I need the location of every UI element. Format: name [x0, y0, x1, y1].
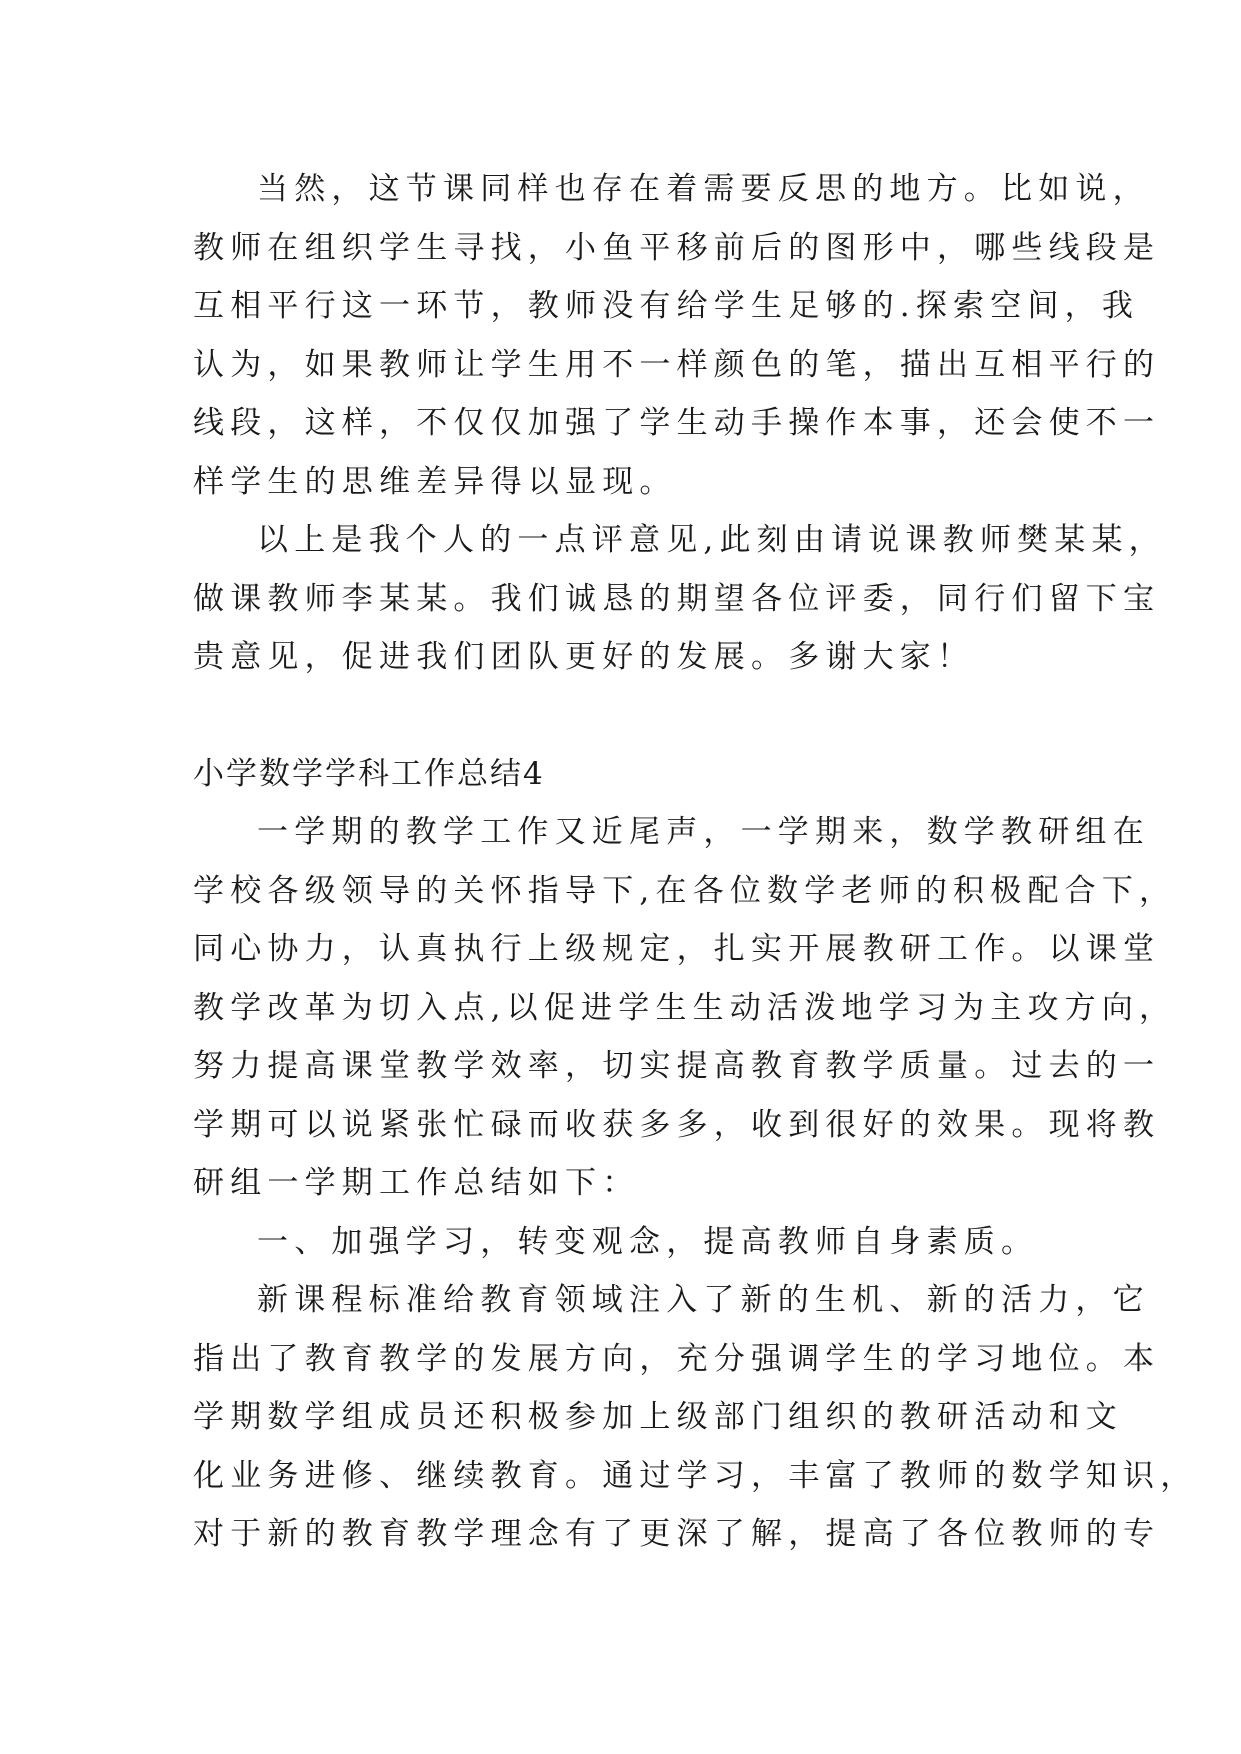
section-gap — [193, 687, 1073, 745]
subheading: 一、加强学习，转变观念，提高教师自身素质。 — [257, 1223, 1039, 1260]
paragraph-line: 学校各级领导的关怀指导下,在各位数学老师的积极配合下， — [193, 872, 1177, 909]
paragraph-reflection — [193, 160, 1161, 511]
paragraph-line: 线段，这样，不仅仅加强了学生动手操作本事，还会使不一 — [193, 405, 1161, 441]
paragraph-line: 一学期的教学工作又近尾声，一学期来，数学教研组在 — [257, 814, 1150, 850]
paragraph-line: 样学生的思维差异得以显现。 — [193, 463, 677, 500]
paragraph-line: 教师在组织学生寻找，小鱼平移前后的图形中，哪些线段是 — [193, 229, 1161, 266]
paragraph-line: 对于新的教育教学理念有了更深了解，提高了各位教师的专 — [193, 1516, 1161, 1552]
paragraph-line: 指出了教育教学的发展方向，充分强调学生的学习地位。本 — [193, 1340, 1161, 1377]
paragraph-line: 同心协力，认真执行上级规定，扎实开展教研工作。以课堂 — [193, 931, 1161, 967]
paragraph-line: 当然，这节课同样也存在着需要反思的地方。比如说， — [257, 171, 1150, 207]
paragraph-line: 认为，如果教师让学生用不一样颜色的笔，描出互相平行的 — [193, 346, 1161, 383]
paragraph-line: 学期可以说紧张忙碌而收获多多，收到很好的效果。现将教 — [193, 1106, 1161, 1143]
paragraph-line: 互相平行这一环节，教师没有给学生足够的.探索空间，我 — [193, 288, 1140, 324]
paragraph-line: 化业务进修、继续教育。通过学习，丰富了教师的数学知识， — [193, 1457, 1198, 1494]
paragraph-line: 贵意见，促进我们团队更好的发展。多谢大家！ — [193, 639, 975, 675]
paragraph-line: 教学改革为切入点,以促进学生生动活泼地学习为主攻方向， — [193, 989, 1177, 1026]
document-body — [193, 160, 1198, 1564]
paragraph-closing — [193, 511, 1166, 687]
paragraph-line: 以上是我个人的一点评意见,此刻由请说课教师樊某某， — [257, 522, 1166, 558]
section-title: 小学数学学科工作总结4 — [193, 755, 545, 792]
paragraph-intro — [193, 803, 1177, 1213]
paragraph-line: 努力提高课堂教学效率，切实提高教育教学质量。过去的一 — [193, 1048, 1161, 1084]
paragraph-line: 学期数学组成员还积极参加上级部门组织的教研活动和文 — [193, 1399, 1123, 1435]
paragraph-line: 研组一学期工作总结如下： — [193, 1165, 640, 1201]
paragraph-line: 新课程标准给教育领域注入了新的生机、新的活力，它 — [257, 1282, 1150, 1318]
paragraph-curriculum — [193, 1271, 1198, 1564]
paragraph-line: 做课教师李某某。我们诚恳的期望各位评委，同行们留下宝 — [193, 580, 1161, 617]
